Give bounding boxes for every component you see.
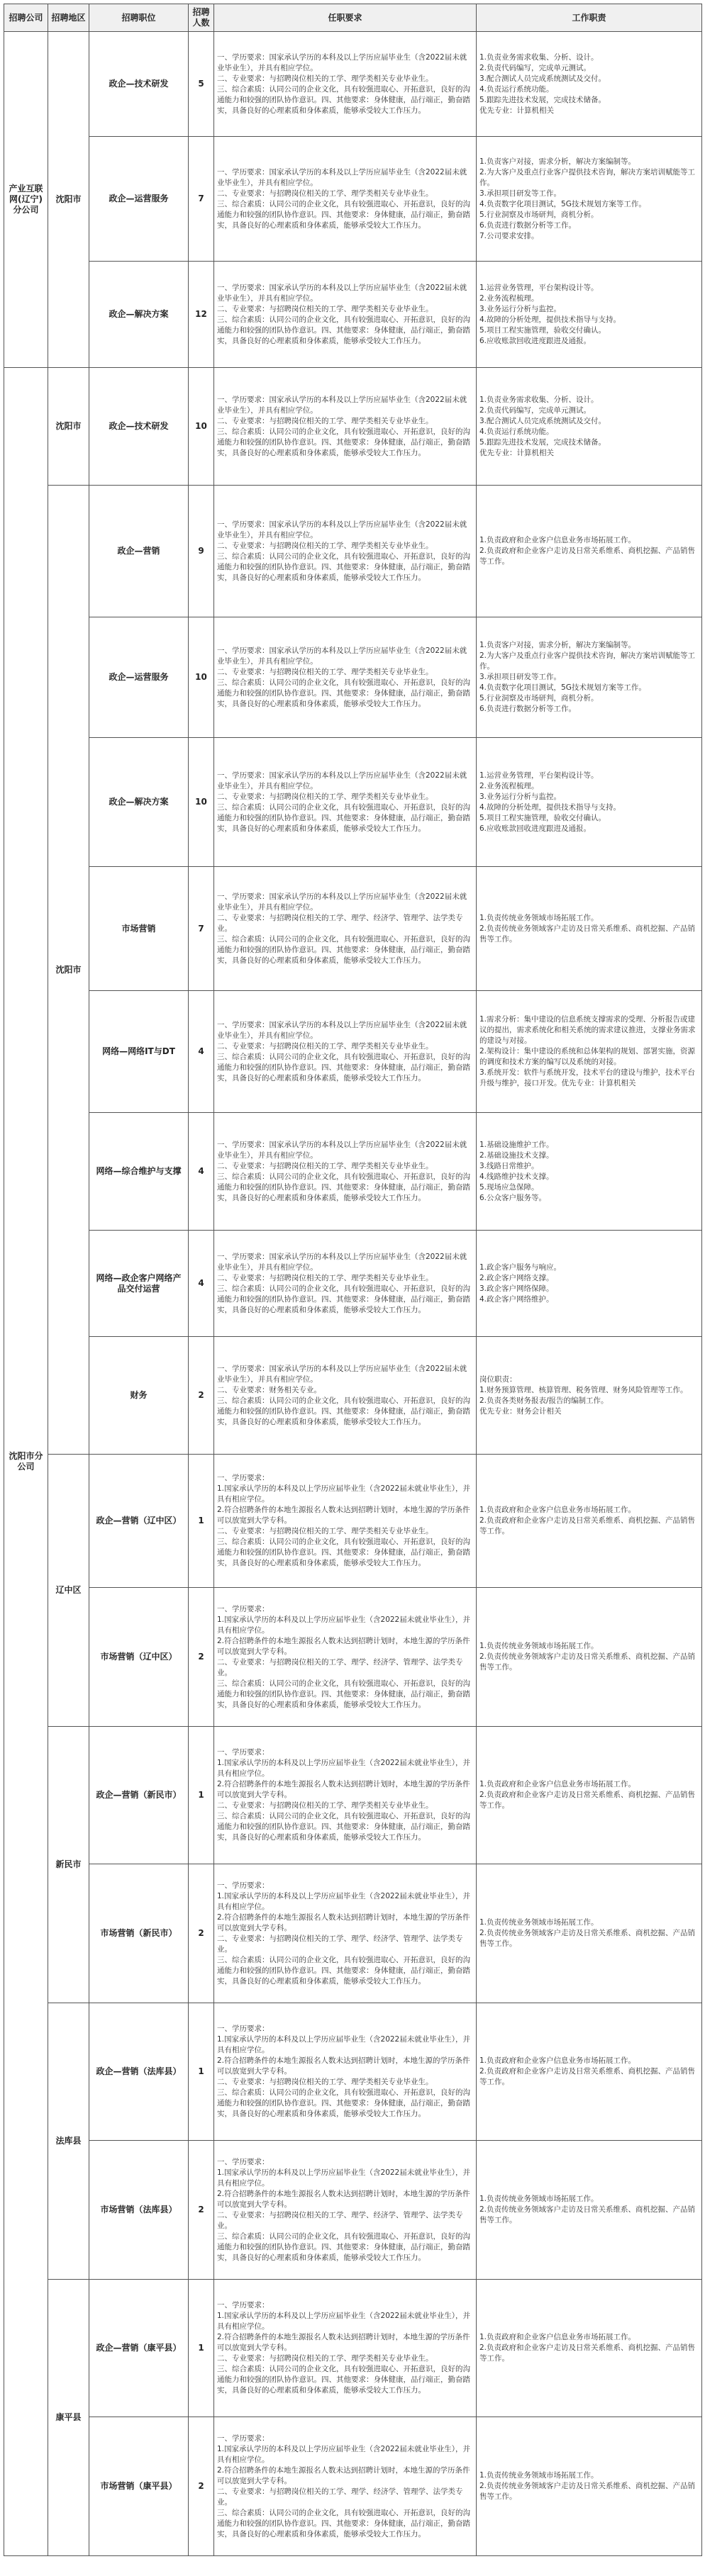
duty-line: 优先专业：计算机相关 xyxy=(479,106,554,115)
requirement-line: 一、学历要求：国家承认学历的本科及以上学历应届毕业生（含2022届未就业毕业生），并具有相应学位。 xyxy=(217,52,467,72)
requirement-line: 一、学历要求： xyxy=(217,2157,270,2166)
table-row xyxy=(4,2003,702,2141)
requirement-line: 三、综合素质：认同公司的企业文化，具有较强进取心、开拓意识，良好的沟通能力和较强的团队协作意识。四、其他要求：身体健康，品行端正，勤奋踏实，具备良好的心理素质和身体素质，能够承受较大工作压力。 xyxy=(217,1679,470,1709)
requirement-line: 二、专业要求：与招聘岗位相关的工学、理学类相关专业毕业生。 xyxy=(217,2078,433,2086)
requirement-line: 二、专业要求：与招聘岗位相关的工学、理学类相关专业毕业生。 xyxy=(217,1273,433,1282)
requirement-line: 一、学历要求： xyxy=(217,1604,270,1613)
duties-cell xyxy=(477,368,702,486)
header-row xyxy=(4,4,702,32)
requirement-line: 二、专业要求：与招聘岗位相关的工学、理学、经济学、管理学、法学类专业。 xyxy=(217,1657,463,1677)
position-cell: 政企—营销（法库县） xyxy=(89,2003,189,2141)
duty-line: 1.负责传统业务领域市场拓展工作。 xyxy=(479,1642,599,1650)
duty-line: 1.需求分析：集中建设的信息系统支撑需求的受理、分析报告或建议的提出，需求系统化和相关系统的需求建议推进，支撑业务需求的建设与对接。 xyxy=(479,1015,696,1045)
duty-line: 1.负责政府和企业客户信息业务市场拓展工作。 xyxy=(479,1506,636,1514)
duty-line: 2.业务流程梳理。 xyxy=(479,781,539,790)
requirement-line: 一、学历要求：国家承认学历的本科及以上学历应届毕业生（含2022届未就业毕业生），并具有相应学位。 xyxy=(217,1364,467,1384)
requirement-line: 二、专业要求：与招聘岗位相关的工学、理学类相关专业毕业生。 xyxy=(217,2354,433,2363)
count-cell: 12 xyxy=(189,262,214,368)
duty-line: 2.负责政府和企业客户走访及日常关系维系、商机挖掘、产品销售等工作。 xyxy=(479,1516,696,1535)
duty-line: 1.负责政府和企业客户信息业务市场拓展工作。 xyxy=(479,2056,636,2065)
requirement-line: 二、专业要求：与招聘岗位相关的工学、理学类相关专业毕业生。 xyxy=(217,416,433,425)
position-cell: 政企—技术研发 xyxy=(89,368,189,486)
duty-line: 3.业务运行分析与监控。 xyxy=(479,304,562,313)
requirement-line: 1.国家承认学历的本科及以上学历应届毕业生（含2022届未就业毕业生），并具有相应学位。 xyxy=(217,2168,470,2188)
duty-line: 6.应收账款回收进度跟进及通报。 xyxy=(479,336,592,345)
table-row xyxy=(4,32,702,137)
requirement-line: 二、专业要求：与招聘岗位相关的工学、理学类相关专业毕业生。 xyxy=(217,1801,433,1810)
duties-cell xyxy=(477,1727,702,1864)
count-cell: 4 xyxy=(189,991,214,1113)
requirement-line: 三、综合素质：认同公司的企业文化，具有较强进取心、开拓意识，良好的沟通能力和较强的团队协作意识。四、其他要求：身体健康，品行端正，勤奋踏实，具备良好的心理素质和身体素质，能够承受较大工作压力。 xyxy=(217,1052,470,1082)
header-duties: 工作职责 xyxy=(477,4,702,32)
requirement-line: 一、学历要求：国家承认学历的本科及以上学历应届毕业生（含2022届未就业毕业生），并具有相应学位。 xyxy=(217,167,467,187)
position-cell: 网络—综合维护与支撑 xyxy=(89,1113,189,1231)
position-cell: 政企—营销（康平县） xyxy=(89,2280,189,2417)
requirements-cell xyxy=(214,2141,477,2280)
duties-cell xyxy=(477,137,702,262)
requirement-line: 二、专业要求：与招聘岗位相关的工学、理学、经济学、管理学、法学类专业。 xyxy=(217,2487,463,2507)
duty-line: 1.负责传统业务领域市场拓展工作。 xyxy=(479,913,599,922)
header-position: 招聘职位 xyxy=(89,4,189,32)
position-cell: 网络—网络IT与DT xyxy=(89,991,189,1113)
requirement-line: 二、专业要求：与招聘岗位相关的工学、理学类相关专业毕业生。 xyxy=(217,667,433,676)
duty-line: 5.行业洞察及市场研判，商机分析。 xyxy=(479,210,599,219)
duty-line: 岗位职责： xyxy=(479,1374,517,1384)
requirements-cell xyxy=(214,1864,477,2003)
count-cell: 7 xyxy=(189,867,214,991)
position-cell: 政企—营销 xyxy=(89,486,189,617)
duty-line: 2.负责传统业务领域客户走访及日常关系维系、商机挖掘、产品销售等工作。 xyxy=(479,1652,696,1671)
table-body xyxy=(4,32,702,2556)
count-cell: 1 xyxy=(189,1727,214,1864)
count-cell: 10 xyxy=(189,738,214,867)
requirements-cell xyxy=(214,2003,477,2141)
duty-line: 2.负责政府和企业客户走访及日常关系维系、商机挖掘、产品销售等工作。 xyxy=(479,2343,696,2363)
requirement-line: 一、学历要求：国家承认学历的本科及以上学历应届毕业生（含2022届未就业毕业生），并具有相应学位。 xyxy=(217,283,467,303)
requirement-line: 2.符合招聘条件的本地生源报名人数未达到招聘计划时，本地生源的学历条件可以放宽到大学专科。 xyxy=(217,1506,470,1525)
duty-line: 1.负责业务需求收集、分析、设计。 xyxy=(479,52,599,62)
requirements-cell xyxy=(214,867,477,991)
requirements-cell xyxy=(214,1231,477,1337)
requirement-line: 二、专业要求：与招聘岗位相关的工学、理学、经济学、管理学、法学类专业。 xyxy=(217,2210,463,2230)
duties-cell xyxy=(477,2141,702,2280)
requirement-line: 二、专业要求：与招聘岗位相关的工学、理学类相关专业毕业生。 xyxy=(217,304,433,313)
requirement-line: 二、专业要求：与招聘岗位相关的工学、理学类相关专业毕业生。 xyxy=(217,1527,433,1535)
requirement-line: 二、专业要求：与招聘岗位相关的工学、理学、经济学、管理学、法学类专业。 xyxy=(217,913,463,933)
requirement-line: 三、综合素质：认同公司的企业文化，具有较强进取心、开拓意识，良好的沟通能力和较强的团队协作意识。四、其他要求：身体健康，品行端正，勤奋踏实，具备良好的心理素质和身体素质，能够承受较大工作压力。 xyxy=(217,678,470,708)
duties-cell xyxy=(477,1231,702,1337)
position-cell: 政企—解决方案 xyxy=(89,262,189,368)
requirement-line: 二、专业要求：与招聘岗位相关的工学、理学类相关专业毕业生。 xyxy=(217,1041,433,1051)
table-row xyxy=(4,2417,702,2556)
requirement-line: 一、学历要求：国家承认学历的本科及以上学历应届毕业生（含2022届未就业毕业生），并具有相应学位。 xyxy=(217,771,467,790)
requirement-line: 三、综合素质：认同公司的企业文化，具有较强进取心、开拓意识，良好的沟通能力和较强的团队协作意识。四、其他要求：身体健康，品行端正，勤奋踏实，具备良好的心理素质和身体素质，能够承受较大工作压力。 xyxy=(217,1284,470,1314)
duty-line: 4.负责数字化项目测试，5G技术规划方案等工作。 xyxy=(479,683,646,692)
duties-cell xyxy=(477,1337,702,1455)
position-cell: 政企—营销（辽中区） xyxy=(89,1455,189,1588)
duty-line: 5.项目工程实施管理，验收交付确认。 xyxy=(479,325,606,335)
requirement-line: 2.符合招聘条件的本地生源报名人数未达到招聘计划时，本地生源的学历条件可以放宽到大学专科。 xyxy=(217,2465,470,2485)
requirement-line: 1.国家承认学历的本科及以上学历应届毕业生（含2022届未就业毕业生），并具有相应学位。 xyxy=(217,1615,470,1635)
duty-line: 2.负责各类财务报表/报告的编制工作。 xyxy=(479,1396,609,1405)
duty-line: 4.故障的分析处理，提供技术指导与支持。 xyxy=(479,802,621,812)
requirement-line: 一、学历要求： xyxy=(217,1881,270,1890)
requirement-line: 三、综合素质：认同公司的企业文化，具有较强进取心、开拓意识，良好的沟通能力和较强的团队协作意识。四、其他要求：身体健康，品行端正，勤奋踏实，具备良好的心理素质和身体素质，能够承受较大工作压力。 xyxy=(217,2365,470,2395)
requirements-cell xyxy=(214,262,477,368)
duties-cell xyxy=(477,1113,702,1231)
duty-line: 3.线路日常维护。 xyxy=(479,1161,539,1170)
duties-cell xyxy=(477,2003,702,2141)
requirement-line: 1.国家承认学历的本科及以上学历应届毕业生（含2022届未就业毕业生），并具有相应学位。 xyxy=(217,1891,470,1911)
count-cell: 2 xyxy=(189,1864,214,2003)
region-cell: 法库县 xyxy=(48,2003,89,2280)
duty-line: 3.配合测试人员完成系统测试及交付。 xyxy=(479,416,606,425)
duty-line: 2.负责传统业务领域客户走访及日常关系维系、商机挖掘、产品销售等工作。 xyxy=(479,1929,696,1948)
table-row xyxy=(4,1455,702,1588)
requirement-line: 三、综合素质：认同公司的企业文化，具有较强进取心、开拓意识，良好的沟通能力和较强的团队协作意识。四、其他要求：身体健康，品行端正，勤奋踏实，具备良好的心理素质和身体素质，能够承受较大工作压力。 xyxy=(217,2508,470,2538)
duty-line: 2.为大客户及重点行业客户提供技术咨询，解决方案培训赋能等工作。 xyxy=(479,651,696,671)
duty-line: 2.负责代码编写，完成单元测试。 xyxy=(479,405,592,415)
duty-line: 1.政企客户服务与响应。 xyxy=(479,1262,562,1272)
requirements-cell xyxy=(214,137,477,262)
duty-line: 5.现场应急保障。 xyxy=(479,1182,539,1192)
table-row xyxy=(4,1231,702,1337)
requirement-line: 三、综合素质：认同公司的企业文化，具有较强进取心、开拓意识，良好的沟通能力和较强的团队协作意识。四、其他要求：身体健康，品行端正，勤奋踏实，具备良好的心理素质和身体素质，能够承受较大工作压力。 xyxy=(217,1812,470,1842)
position-cell: 网络—政企客户网络产品交付运营 xyxy=(89,1231,189,1337)
duty-line: 2.负责传统业务领域客户走访及日常关系维系、商机挖掘、产品销售等工作。 xyxy=(479,2205,696,2224)
duties-cell xyxy=(477,32,702,137)
requirements-cell xyxy=(214,617,477,738)
duty-line: 4.负责数字化项目测试，5G技术规划方案等工作。 xyxy=(479,199,646,208)
duty-line: 优先专业：计算机相关 xyxy=(479,448,554,457)
requirement-line: 1.国家承认学历的本科及以上学历应届毕业生（含2022届未就业毕业生），并具有相应学位。 xyxy=(217,2312,470,2331)
position-cell: 政企—运营服务 xyxy=(89,137,189,262)
duties-cell xyxy=(477,867,702,991)
requirement-line: 一、学历要求：国家承认学历的本科及以上学历应届毕业生（含2022届未就业毕业生），并具有相应学位。 xyxy=(217,520,467,539)
table-row xyxy=(4,1113,702,1231)
duties-cell xyxy=(477,2417,702,2556)
requirement-line: 三、综合素质：认同公司的企业文化，具有较强进取心、开拓意识，良好的沟通能力和较强的团队协作意识。四、其他要求：身体健康，品行端正，勤奋踏实，具备良好的心理素质和身体素质，能够承受较大工作压力。 xyxy=(217,551,470,582)
duty-line: 1.负责政府和企业客户信息业务市场拓展工作。 xyxy=(479,1780,636,1788)
duty-line: 2.为大客户及重点行业客户提供技术咨询，解决方案培训赋能等工作。 xyxy=(479,167,696,187)
requirements-cell xyxy=(214,1337,477,1455)
duty-line: 1.负责客户对接，需求分析，解决方案编制等。 xyxy=(479,641,636,649)
duty-line: 1.负责传统业务领域市场拓展工作。 xyxy=(479,1918,599,1927)
requirement-line: 二、专业要求：与招聘岗位相关的工学、理学类相关专业毕业生。 xyxy=(217,541,433,550)
requirement-line: 一、学历要求： xyxy=(217,2025,270,2033)
requirements-cell xyxy=(214,738,477,867)
requirement-line: 2.符合招聘条件的本地生源报名人数未达到招聘计划时，本地生源的学历条件可以放宽到大学专科。 xyxy=(217,1780,470,1799)
requirement-line: 一、学历要求：国家承认学历的本科及以上学历应届毕业生（含2022届未就业毕业生），并具有相应学位。 xyxy=(217,1020,467,1040)
duty-line: 2.政企客户网络支撑。 xyxy=(479,1273,554,1282)
company-cell: 产业互联网(辽宁)分公司 xyxy=(4,32,48,368)
position-cell: 财务 xyxy=(89,1337,189,1455)
requirement-line: 二、专业要求：与招聘岗位相关的工学、理学类相关专业毕业生。 xyxy=(217,792,433,801)
region-cell: 沈阳市 xyxy=(48,32,89,368)
duty-line: 1.负责客户对接，需求分析，解决方案编制等。 xyxy=(479,157,636,166)
duties-cell xyxy=(477,1588,702,1727)
requirement-line: 一、学历要求： xyxy=(217,1748,270,1757)
requirement-line: 2.符合招聘条件的本地生源报名人数未达到招聘计划时，本地生源的学历条件可以放宽到大学专科。 xyxy=(217,2333,470,2352)
table-row xyxy=(4,738,702,867)
requirement-line: 一、学历要求：国家承认学历的本科及以上学历应届毕业生（含2022届未就业毕业生），并具有相应学位。 xyxy=(217,1252,467,1272)
requirement-line: 1.国家承认学历的本科及以上学历应届毕业生（含2022届未就业毕业生），并具有相应学位。 xyxy=(217,2444,470,2464)
duty-line: 6.公众客户服务等。 xyxy=(479,1193,547,1202)
requirement-line: 三、综合素质：认同公司的企业文化，具有较强进取心、开拓意识，良好的沟通能力和较强的团队协作意识。四、其他要求：身体健康，品行端正，勤奋踏实，具备良好的心理素质和身体素质，能够承受较大工作压力。 xyxy=(217,84,470,115)
duty-line: 1.运营业务管理，平台架构设计等。 xyxy=(479,771,599,780)
header-count: 招聘人数 xyxy=(189,4,214,32)
requirement-line: 二、专业要求：与招聘岗位相关的工学、理学类相关专业毕业生。 xyxy=(217,1161,433,1170)
table-header xyxy=(4,4,702,32)
duty-line: 3.政企客户网络保障。 xyxy=(479,1284,554,1293)
duty-line: 1.基础设施维护工作。 xyxy=(479,1140,554,1149)
requirements-cell xyxy=(214,2280,477,2417)
requirements-cell xyxy=(214,32,477,137)
duty-line: 6.应收账款回收进度跟进及通报。 xyxy=(479,824,592,833)
duty-line: 1.负责政府和企业客户信息业务市场拓展工作。 xyxy=(479,2333,636,2341)
requirement-line: 三、综合素质：认同公司的企业文化，具有较强进取心、开拓意识，良好的沟通能力和较强的团队协作意识。四、其他要求：身体健康，品行端正，勤奋踏实，具备良好的心理素质和身体素质，能够承受较大工作压力。 xyxy=(217,2088,470,2118)
requirement-line: 2.符合招聘条件的本地生源报名人数未达到招聘计划时，本地生源的学历条件可以放宽到大学专科。 xyxy=(217,2189,470,2209)
requirement-line: 2.符合招聘条件的本地生源报名人数未达到招聘计划时，本地生源的学历条件可以放宽到大学专科。 xyxy=(217,1913,470,1932)
duty-line: 4.线路维护技术支撑。 xyxy=(479,1172,554,1181)
requirement-line: 三、综合素质：认同公司的企业文化，具有较强进取心、开拓意识，良好的沟通能力和较强的团队协作意识。四、其他要求：身体健康，品行端正，勤奋踏实，具备良好的心理素质和身体素质，能够承受较大工作压力。 xyxy=(217,934,470,965)
header-requirements: 任职要求 xyxy=(214,4,477,32)
requirement-line: 三、综合素质：认同公司的企业文化，具有较强进取心、开拓意识，良好的沟通能力和较强的团队协作意识。四、其他要求：身体健康，品行端正，勤奋踏实，具备良好的心理素质和身体素质，能够承受较大工作压力。 xyxy=(217,1955,470,1986)
table-row xyxy=(4,1588,702,1727)
duty-line: 2.负责代码编写，完成单元测试。 xyxy=(479,63,592,72)
duty-line: 5.跟踪先进技术发展，完成技术储备。 xyxy=(479,95,606,104)
requirements-cell xyxy=(214,1455,477,1588)
duty-line: 2.负责政府和企业客户走访及日常关系维系、商机挖掘、产品销售等工作。 xyxy=(479,1791,696,1810)
position-cell: 市场营销（新民市） xyxy=(89,1864,189,2003)
table-row xyxy=(4,137,702,262)
duty-line: 优先专业：财务会计相关 xyxy=(479,1406,562,1416)
requirement-line: 一、学历要求：国家承认学历的本科及以上学历应届毕业生（含2022届未就业毕业生），并具有相应学位。 xyxy=(217,646,467,666)
duty-line: 6.负责进行数据分析等工作。 xyxy=(479,705,577,713)
duty-line: 4.政企客户网络维护。 xyxy=(479,1294,554,1304)
duties-cell xyxy=(477,2280,702,2417)
duties-cell xyxy=(477,262,702,368)
count-cell: 4 xyxy=(189,1231,214,1337)
duty-line: 4.负责运行系统功能。 xyxy=(479,84,554,94)
table-row xyxy=(4,617,702,738)
position-cell: 政企—解决方案 xyxy=(89,738,189,867)
requirement-line: 三、综合素质：认同公司的企业文化，具有较强进取心、开拓意识，良好的沟通能力和较强的团队协作意识。四、其他要求：身体健康，品行端正，勤奋踏实，具备良好的心理素质和身体素质，能够承受较大工作压力。 xyxy=(217,315,470,345)
count-cell: 2 xyxy=(189,2141,214,2280)
table-row xyxy=(4,1727,702,1864)
count-cell: 10 xyxy=(189,368,214,486)
duty-line: 3.系统开发：软件与系统开发，技术平台的建设与维护，技术平台升级与维护，接口开发。优先专业：计算机相关 xyxy=(479,1068,696,1087)
position-cell: 市场营销（康平县） xyxy=(89,2417,189,2556)
duty-line: 3.承担项目研发等工作。 xyxy=(479,673,562,681)
count-cell: 5 xyxy=(189,32,214,137)
table-row xyxy=(4,1864,702,2003)
table-row xyxy=(4,2141,702,2280)
duty-line: 5.跟踪先进技术发展，完成技术储备。 xyxy=(479,437,606,447)
count-cell: 1 xyxy=(189,2003,214,2141)
requirement-line: 2.符合招聘条件的本地生源报名人数未达到招聘计划时，本地生源的学历条件可以放宽到大学专科。 xyxy=(217,1636,470,1656)
duty-line: 1.运营业务管理，平台架构设计等。 xyxy=(479,283,599,292)
duty-line: 2.负责政府和企业客户走访及日常关系维系、商机挖掘、产品销售等工作。 xyxy=(479,2067,696,2086)
duty-line: 5.项目工程实施管理，验收交付确认。 xyxy=(479,813,606,822)
duty-line: 1.负责政府和企业客户信息业务市场拓展工作。 xyxy=(479,536,636,544)
duty-line: 1.负责业务需求收集、分析、设计。 xyxy=(479,395,599,404)
requirement-line: 三、综合素质：认同公司的企业文化，具有较强进取心、开拓意识，良好的沟通能力和较强的团队协作意识。四、其他要求：身体健康，品行端正，勤奋踏实，具备良好的心理素质和身体素质，能够承受较大工作压力。 xyxy=(217,427,470,457)
duty-line: 7.公司要求安排。 xyxy=(479,231,539,240)
count-cell: 7 xyxy=(189,137,214,262)
requirement-line: 一、学历要求： xyxy=(217,2434,270,2443)
duty-line: 5.行业洞察及市场研判，商机分析。 xyxy=(479,694,599,702)
requirement-line: 三、综合素质：认同公司的企业文化，具有较强进取心、开拓意识，良好的沟通能力和较强的团队协作意识。四、其他要求：身体健康，品行端正，勤奋踏实，具备良好的心理素质和身体素质，能够承受较大工作压力。 xyxy=(217,199,470,230)
duty-line: 2.基础设施技术支撑。 xyxy=(479,1150,554,1160)
duty-line: 1.负责传统业务领域市场拓展工作。 xyxy=(479,2195,599,2203)
requirement-line: 1.国家承认学历的本科及以上学历应届毕业生（含2022届未就业毕业生），并具有相应学位。 xyxy=(217,1484,470,1503)
requirement-line: 三、综合素质：认同公司的企业文化，具有较强进取心、开拓意识，良好的沟通能力和较强的团队协作意识。四、其他要求：身体健康，品行端正，勤奋踏实，具备良好的心理素质和身体素质，能够承受较大工作压力。 xyxy=(217,1172,470,1202)
table-row xyxy=(4,368,702,486)
table-row xyxy=(4,1337,702,1455)
company-cell: 沈阳市分公司 xyxy=(4,368,48,2556)
duty-line: 4.故障的分析处理，提供技术指导与支持。 xyxy=(479,315,621,324)
header-region: 招聘地区 xyxy=(48,4,89,32)
duties-cell xyxy=(477,617,702,738)
duty-line: 3.业务运行分析与监控。 xyxy=(479,792,562,801)
position-cell: 政企—技术研发 xyxy=(89,32,189,137)
duties-cell xyxy=(477,1864,702,2003)
duty-line: 2.负责传统业务领域客户走访及日常关系维系、商机挖掘、产品销售等工作。 xyxy=(479,2482,696,2501)
requirement-line: 三、综合素质：认同公司的企业文化，具有较强进取心、开拓意识，良好的沟通能力和较强的团队协作意识。四、其他要求：身体健康，品行端正，勤奋踏实，具备良好的心理素质和身体素质，能够承受较大工作压力。 xyxy=(217,802,470,833)
region-cell: 沈阳市 xyxy=(48,368,89,486)
requirements-cell xyxy=(214,2417,477,2556)
position-cell: 政企—营销（新民市） xyxy=(89,1727,189,1864)
region-cell: 新民市 xyxy=(48,1727,89,2003)
requirement-line: 一、学历要求： xyxy=(217,1474,270,1482)
duty-line: 2.业务流程梳理。 xyxy=(479,293,539,303)
count-cell: 1 xyxy=(189,2280,214,2417)
count-cell: 2 xyxy=(189,2417,214,2556)
table-row xyxy=(4,2280,702,2417)
duties-cell xyxy=(477,991,702,1113)
duty-line: 2.负责政府和企业客户走访及日常关系维系、商机挖掘、产品销售等工作。 xyxy=(479,547,696,566)
table-row xyxy=(4,486,702,617)
requirement-line: 二、专业要求：与招聘岗位相关的工学、理学类相关专业毕业生。 xyxy=(217,74,433,83)
duty-line: 1.负责传统业务领域市场拓展工作。 xyxy=(479,2471,599,2480)
region-cell: 康平县 xyxy=(48,2280,89,2556)
count-cell: 10 xyxy=(189,617,214,738)
count-cell: 2 xyxy=(189,1337,214,1455)
count-cell: 1 xyxy=(189,1455,214,1588)
duty-line: 2.负责传统业务领域客户走访及日常关系维系、商机挖掘、产品销售等工作。 xyxy=(479,924,696,943)
region-cell: 辽中区 xyxy=(48,1455,89,1727)
requirement-line: 三、综合素质：认同公司的企业文化，具有较强进取心、开拓意识，良好的沟通能力和较强的团队协作意识。四、其他要求：身体健康，品行端正，勤奋踏实，具备良好的心理素质和身体素质，能够承受较大工作压力。 xyxy=(217,1396,470,1426)
table-row xyxy=(4,262,702,368)
duty-line: 1.财务预算管理、核算管理、税务管理、财务风险管理等工作。 xyxy=(479,1385,688,1394)
requirements-cell xyxy=(214,1588,477,1727)
requirements-cell xyxy=(214,1727,477,1864)
requirement-line: 2.符合招聘条件的本地生源报名人数未达到招聘计划时，本地生源的学历条件可以放宽到大学专科。 xyxy=(217,2056,470,2076)
requirement-line: 1.国家承认学历的本科及以上学历应届毕业生（含2022届未就业毕业生），并具有相应学位。 xyxy=(217,1759,470,1778)
duty-line: 3.配合测试人员完成系统测试及交付。 xyxy=(479,74,606,83)
duties-cell xyxy=(477,738,702,867)
requirements-cell xyxy=(214,368,477,486)
table-row xyxy=(4,867,702,991)
position-cell: 市场营销（法库县） xyxy=(89,2141,189,2280)
requirement-line: 二、专业要求：财务相关专业。 xyxy=(217,1385,321,1394)
requirement-line: 一、学历要求：国家承认学历的本科及以上学历应届毕业生（含2022届未就业毕业生），并具有相应学位。 xyxy=(217,892,467,912)
requirement-line: 三、综合素质：认同公司的企业文化，具有较强进取心、开拓意识，良好的沟通能力和较强的团队协作意识。四、其他要求：身体健康，品行端正，勤奋踏实，具备良好的心理素质和身体素质，能够承受较大工作压力。 xyxy=(217,1538,470,1567)
count-cell: 4 xyxy=(189,1113,214,1231)
recruitment-table xyxy=(4,4,702,2556)
requirements-cell xyxy=(214,991,477,1113)
requirement-line: 一、学历要求： xyxy=(217,2301,270,2309)
duty-line: 2.架构设计：集中建设的系统和总体架构的规划、部署实施，资源的调度和技术方案的编写以及系统的对接。 xyxy=(479,1047,696,1066)
requirement-line: 1.国家承认学历的本科及以上学历应届毕业生（含2022届未就业毕业生），并具有相应学位。 xyxy=(217,2035,470,2054)
duties-cell xyxy=(477,486,702,617)
duty-line: 6.负责进行数据分析等工作。 xyxy=(479,220,577,230)
position-cell: 政企—运营服务 xyxy=(89,617,189,738)
duty-line: 4.负责运行系统功能。 xyxy=(479,427,554,436)
position-cell: 市场营销 xyxy=(89,867,189,991)
position-cell: 市场营销（辽中区） xyxy=(89,1588,189,1727)
region-cell: 沈阳市 xyxy=(48,486,89,1455)
header-company: 招聘公司 xyxy=(4,4,48,32)
requirements-cell xyxy=(214,1113,477,1231)
table-row xyxy=(4,991,702,1113)
duties-cell xyxy=(477,1455,702,1588)
requirement-line: 一、学历要求：国家承认学历的本科及以上学历应届毕业生（含2022届未就业毕业生），并具有相应学位。 xyxy=(217,1140,467,1160)
requirements-cell xyxy=(214,486,477,617)
requirement-line: 三、综合素质：认同公司的企业文化，具有较强进取心、开拓意识，良好的沟通能力和较强的团队协作意识。四、其他要求：身体健康，品行端正，勤奋踏实，具备良好的心理素质和身体素质，能够承受较大工作压力。 xyxy=(217,2231,470,2262)
duty-line: 3.承担项目研发等工作。 xyxy=(479,189,562,198)
count-cell: 9 xyxy=(189,486,214,617)
requirement-line: 二、专业要求：与招聘岗位相关的工学、理学类相关专业毕业生。 xyxy=(217,189,433,198)
requirement-line: 一、学历要求：国家承认学历的本科及以上学历应届毕业生（含2022届未就业毕业生），并具有相应学位。 xyxy=(217,395,467,415)
requirement-line: 二、专业要求：与招聘岗位相关的工学、理学、经济学、管理学、法学类专业。 xyxy=(217,1934,463,1954)
count-cell: 2 xyxy=(189,1588,214,1727)
